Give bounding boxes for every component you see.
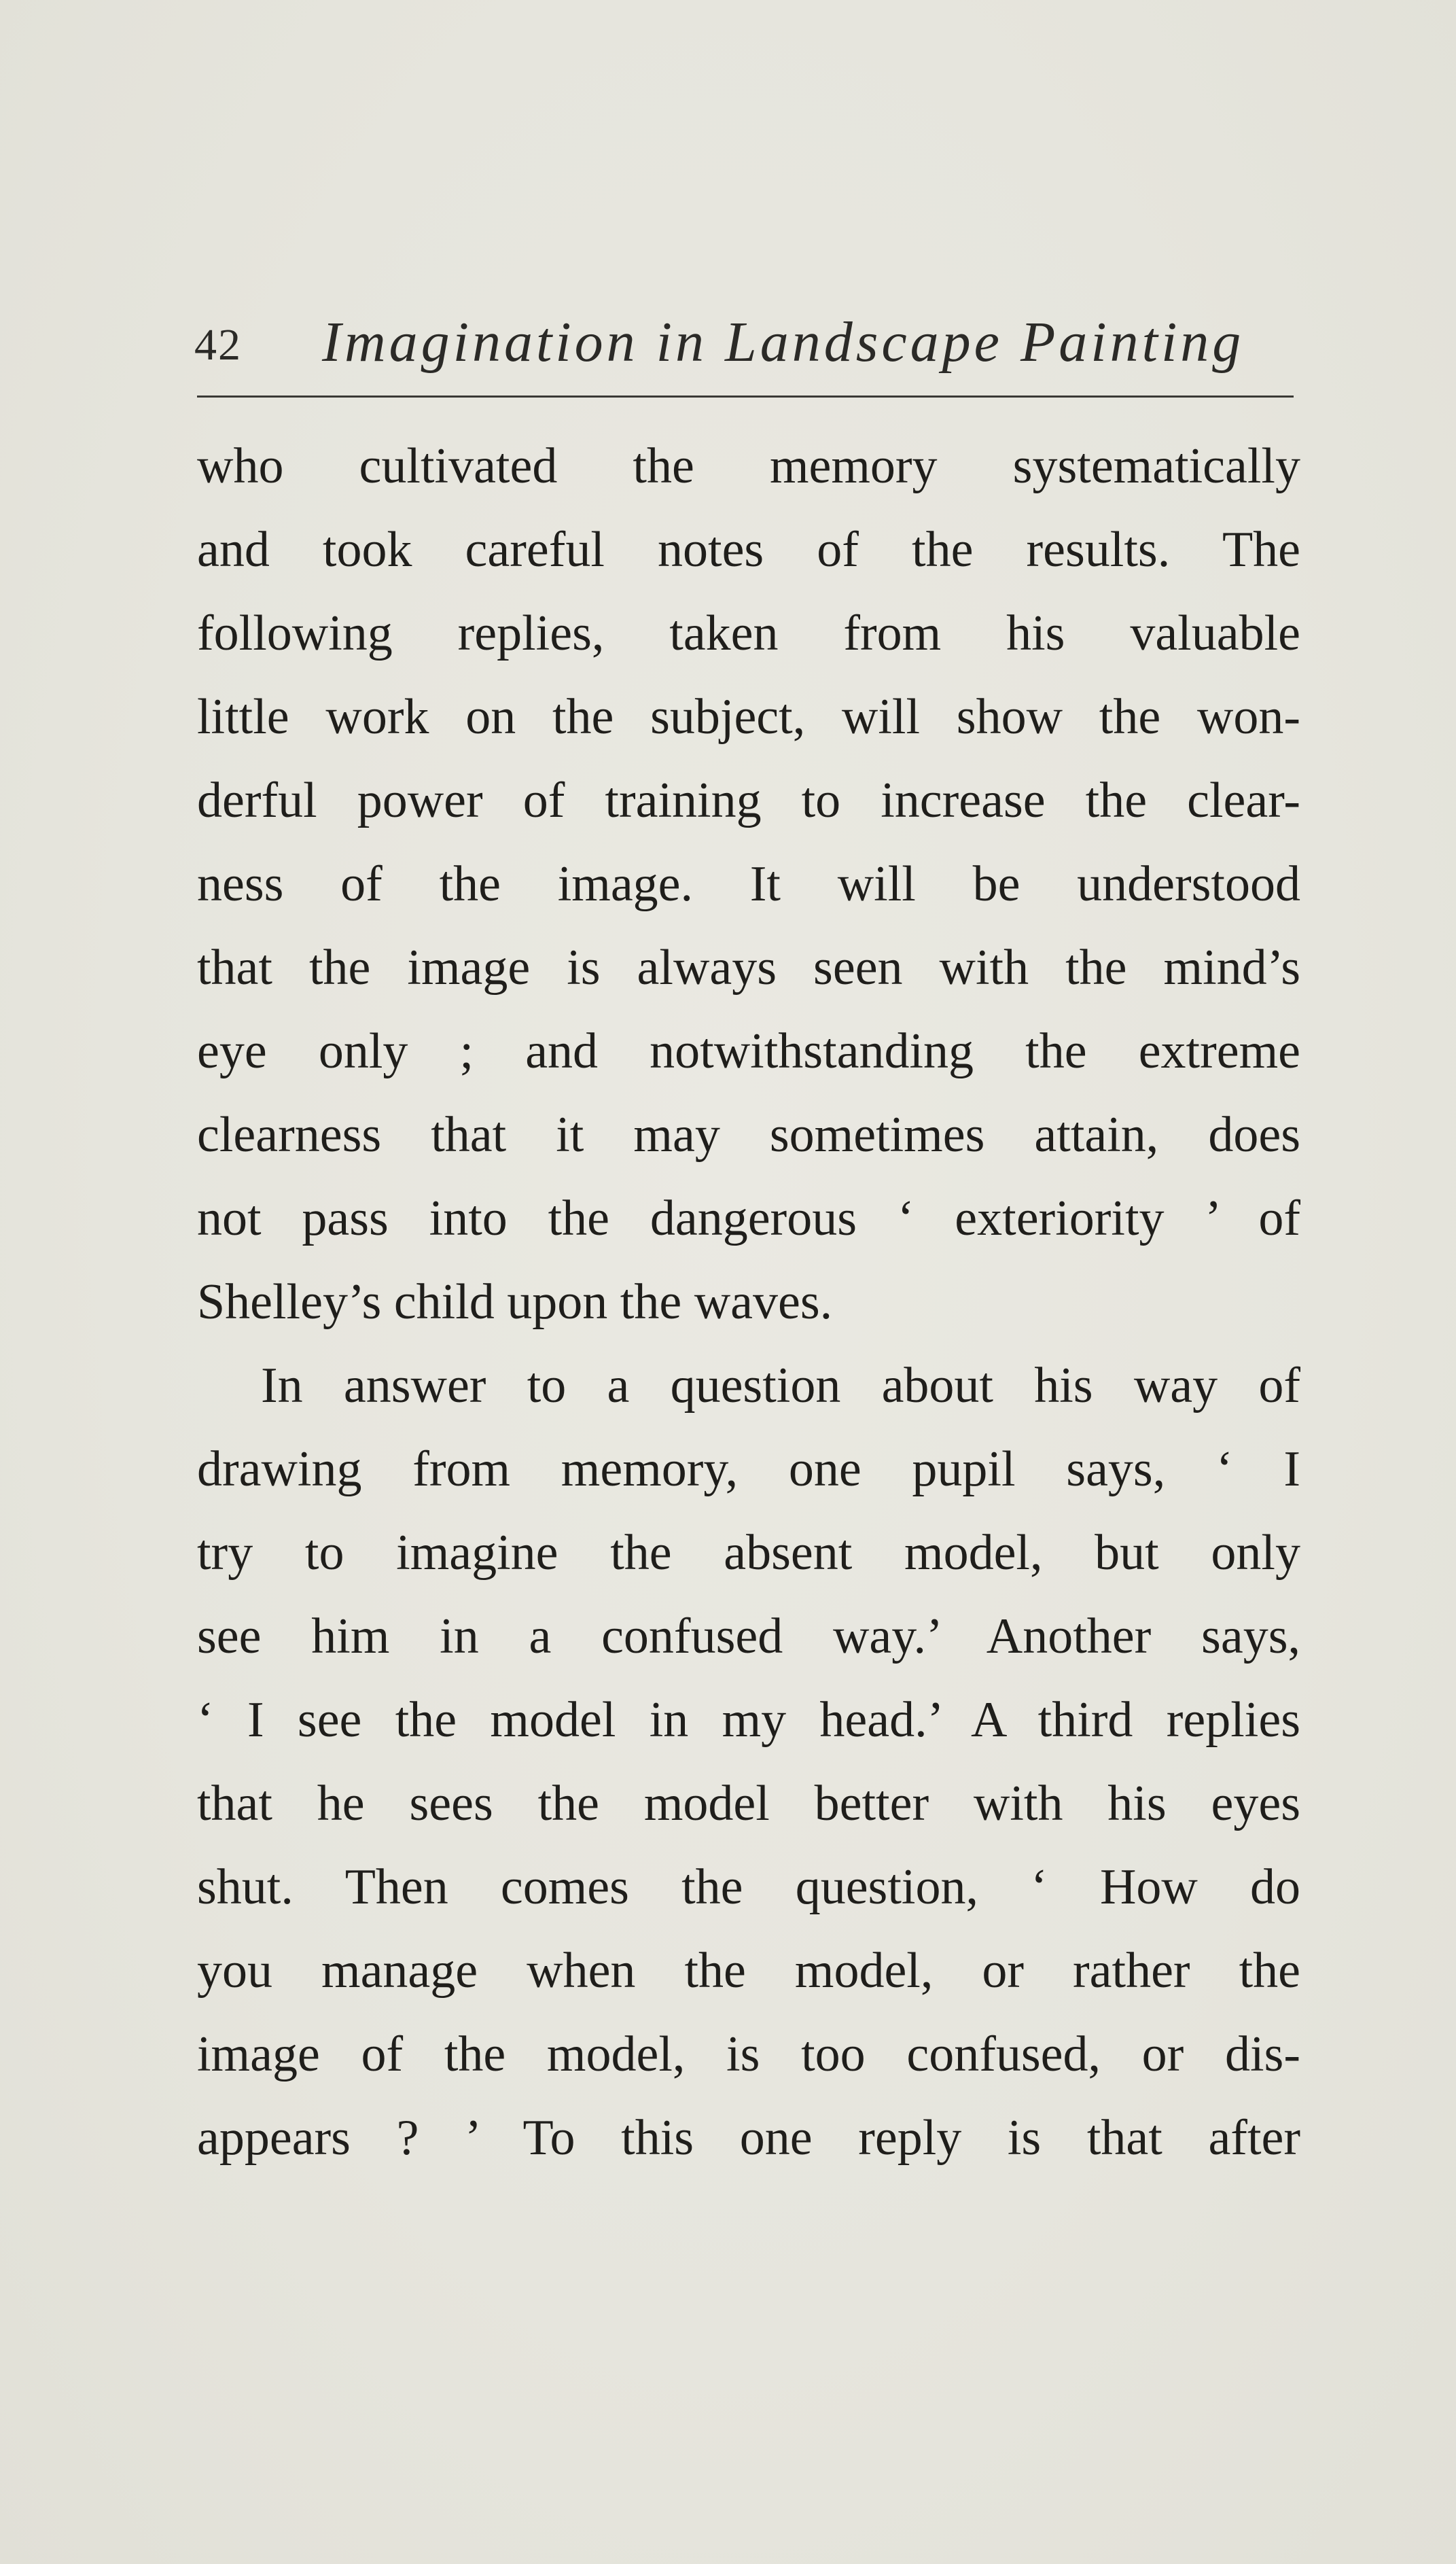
text-line: Shelley’s child upon the waves. (197, 1274, 833, 1330)
text-line: try to imagine the absent model, but only (197, 1525, 1300, 1581)
text-line: drawing from memory, one pupil says, ‘ I (197, 1441, 1300, 1497)
paragraph-1 (197, 425, 1300, 1344)
text-line: eye only ; and notwithstanding the extreme (197, 1023, 1300, 1079)
text-line: you manage when the model, or rather the (197, 1943, 1300, 1999)
text-line: derful power of training to increase the clear- (197, 773, 1300, 828)
text-line: In answer to a question about his way of (261, 1358, 1300, 1413)
text-line: that he sees the model better with his eyes (197, 1776, 1300, 1831)
paragraph-2 (197, 1344, 1300, 2180)
book-title: Imagination in Landscape Painting (322, 311, 1245, 374)
text-line: shut. Then comes the question, ‘ How do (197, 1859, 1300, 1915)
page-number: 42 (194, 320, 242, 370)
text-line: appears ? ’ To this one reply is that after (197, 2110, 1300, 2166)
text-line: see him in a confused way.’ Another says, (197, 1609, 1300, 1664)
text-line: image of the model, is too confused, or dis- (197, 2026, 1300, 2082)
text-line: who cultivated the memory systematically (197, 438, 1300, 494)
text-line: that the image is always seen with the mind’s (197, 940, 1300, 996)
text-line: ness of the image. It will be understood (197, 856, 1300, 912)
text-line: little work on the subject, will show the won- (197, 689, 1300, 745)
running-head (194, 306, 1295, 387)
text-line: following replies, taken from his valuable (197, 605, 1300, 661)
header-rule (197, 396, 1294, 398)
body-text (197, 425, 1300, 2180)
text-line: clearness that it may sometimes attain, does (197, 1107, 1300, 1163)
text-line: and took careful notes of the results. The (197, 522, 1300, 578)
text-line: ‘ I see the model in my head.’ A third replies (197, 1692, 1300, 1748)
text-line: not pass into the dangerous ‘ exteriority ’ of (197, 1191, 1300, 1246)
